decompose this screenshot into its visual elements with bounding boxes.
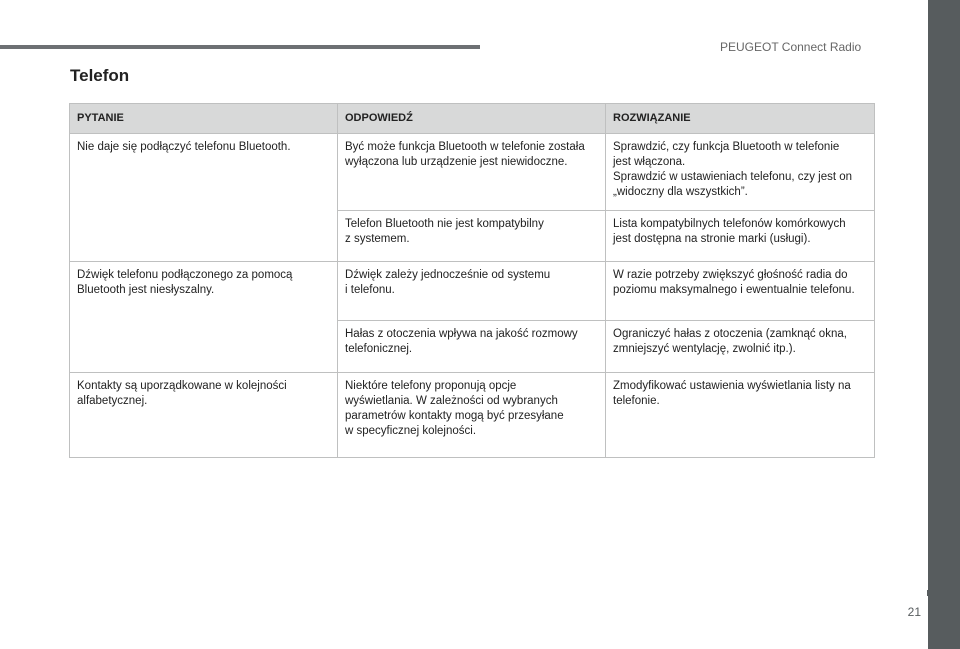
answer-cell: Hałas z otoczenia wpływa na jakość rozmowy telefonicznej. [338, 321, 606, 373]
question-cell: Kontakty są uporządkowane w kolejności alfabetycznej. [70, 373, 338, 458]
answer-cell: Telefon Bluetooth nie jest kompatybilny z systemem. [338, 211, 606, 262]
page-title: Telefon [70, 66, 130, 85]
header-title: PEUGEOT Connect Radio [720, 40, 862, 54]
solution-cell: Ograniczyć hałas z otoczenia (zamknąć okna, zmniejszyć wentylację, zwolnić itp.). [606, 321, 875, 373]
answer-cell: Niektóre telefony proponują opcje wyświetlania. W zależności od wybranych parametrów kontakty mogą być przesyłane w specyficznej kolejności. [338, 373, 606, 458]
column-header-question: PYTANIE [70, 104, 338, 134]
page-number: 21 [907, 605, 921, 619]
table-header-row [70, 104, 875, 134]
column-header-solution: ROZWIĄZANIE [606, 104, 875, 134]
table-row [70, 134, 875, 211]
question-cell: Dźwięk telefonu podłączonego za pomocą Bluetooth jest niesłyszalny. [70, 262, 338, 373]
column-header-answer: ODPOWIEDŹ [338, 104, 606, 134]
solution-cell: Zmodyfikować ustawienia wyświetlania listy na telefonie. [606, 373, 875, 458]
answer-cell: Dźwięk zależy jednocześnie od systemu i telefonu. [338, 262, 606, 321]
solution-cell: Sprawdzić, czy funkcja Bluetooth w telefonie jest włączona. Sprawdzić w ustawieniach telefonu, czy jest on „widoczny dla wszystkich”. [606, 134, 875, 211]
header-rule [0, 45, 480, 49]
solution-cell: Lista kompatybilnych telefonów komórkowych jest dostępna na stronie marki (usługi). [606, 211, 875, 262]
table-row [70, 373, 875, 458]
answer-cell: Być może funkcja Bluetooth w telefonie została wyłączona lub urządzenie jest niewidoczne. [338, 134, 606, 211]
question-cell: Nie daje się podłączyć telefonu Bluetooth. [70, 134, 338, 262]
page-edge-band [928, 0, 960, 649]
page-marker [927, 590, 933, 596]
faq-table [69, 103, 875, 458]
table-row [70, 262, 875, 321]
solution-cell: W razie potrzeby zwiększyć głośność radia do poziomu maksymalnego i ewentualnie telefonu. [606, 262, 875, 321]
